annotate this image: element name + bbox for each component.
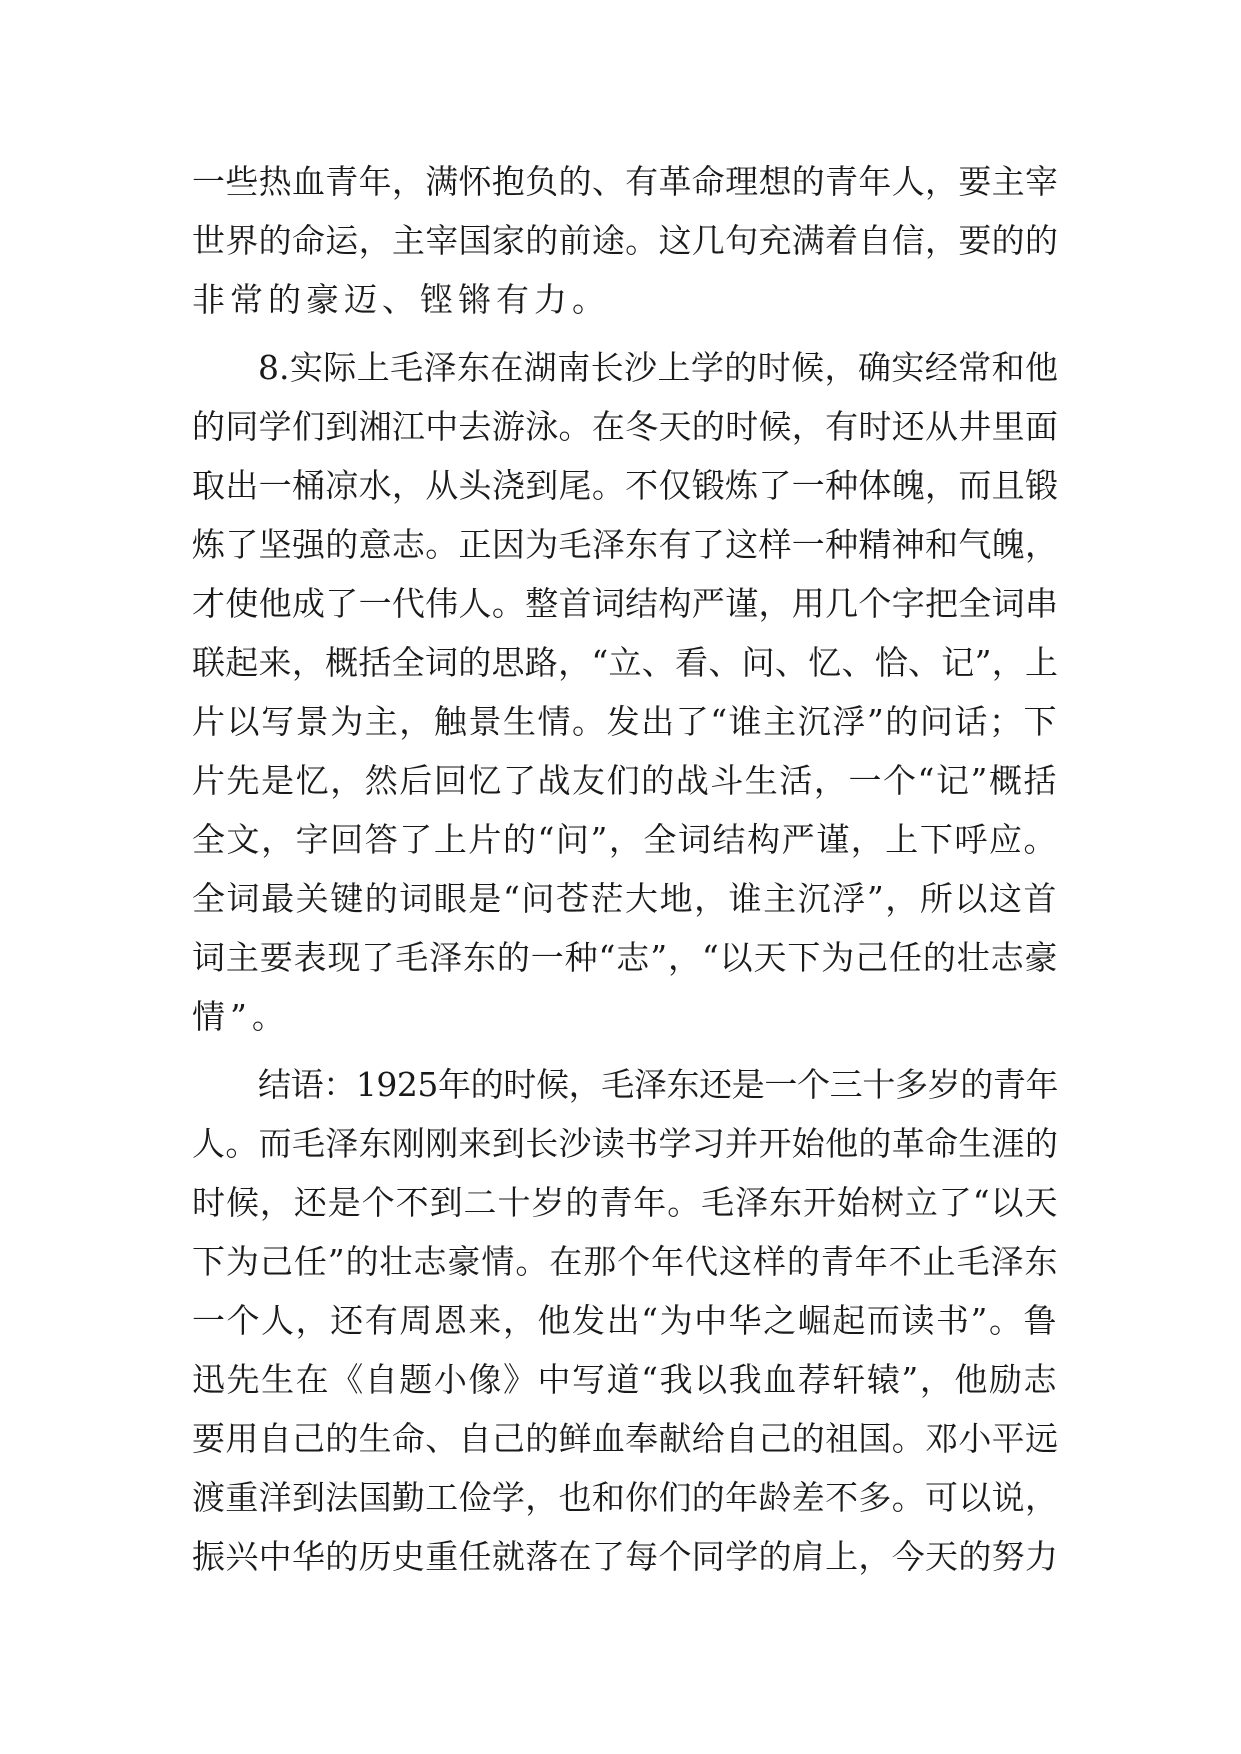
text-line: 全词最关键的词眼是“问苍茫大地，谁主沉浮”，所以这首 [192,879,1058,918]
text-line: 世界的命运，主宰国家的前途。这几句充满着自信，要的的 [192,221,1058,260]
paragraph-1 [192,152,1058,329]
text-line: 结语：1925年的时候，毛泽东还是一个三十多岁的青年 [258,1065,1058,1104]
text-line: 一个人，还有周恩来，他发出“为中华之崛起而读书”。鲁 [192,1301,1058,1340]
text-line: 下为己任”的壮志豪情。在那个年代这样的青年不止毛泽东 [192,1242,1058,1281]
text-line: 人。而毛泽东刚刚来到长沙读书学习并开始他的革命生涯的 [192,1124,1058,1163]
text-line: 全文，字回答了上片的“问”，全词结构严谨，上下呼应。 [192,820,1058,859]
text-line: 情”。 [192,997,290,1036]
text-line: 要用自己的生命、自己的鲜血奉献给自己的祖国。邓小平远 [192,1419,1058,1458]
paragraph-2 [192,338,1058,1046]
text-line: 时候，还是个不到二十岁的青年。毛泽东开始树立了“以天 [192,1183,1058,1222]
text-line: 取出一桶凉水，从头浇到尾。不仅锻炼了一种体魄，而且锻 [192,466,1058,505]
text-line: 迅先生在《自题小像》中写道“我以我血荐轩辕”，他励志 [192,1360,1058,1399]
paragraph-3 [192,1055,1058,1586]
text-line: 一些热血青年，满怀抱负的、有革命理想的青年人，要主宰 [192,162,1058,201]
text-line: 振兴中华的历史重任就落在了每个同学的肩上，今天的努力 [192,1537,1058,1576]
text-line: 词主要表现了毛泽东的一种“志”，“以天下为己任的壮志豪 [192,938,1058,977]
text-line: 炼了坚强的意志。正因为毛泽东有了这样一种精神和气魄， [192,525,1058,564]
text-line: 片以写景为主，触景生情。发出了“谁主沉浮”的问话；下 [192,702,1058,741]
document-body [192,152,1058,1586]
text-line: 非常的豪迈、铿锵有力。 [192,280,610,319]
text-line: 才使他成了一代伟人。整首词结构严谨，用几个字把全词串 [192,584,1058,623]
text-line: 片先是忆，然后回忆了战友们的战斗生活，一个“记”概括 [192,761,1058,800]
text-line: 渡重洋到法国勤工俭学，也和你们的年龄差不多。可以说， [192,1478,1058,1517]
text-line: 联起来，概括全词的思路，“立、看、问、忆、恰、记”，上 [192,643,1058,682]
text-line: 8.实际上毛泽东在湖南长沙上学的时候，确实经常和他 [258,348,1058,387]
text-line: 的同学们到湘江中去游泳。在冬天的时候，有时还从井里面 [192,407,1058,446]
